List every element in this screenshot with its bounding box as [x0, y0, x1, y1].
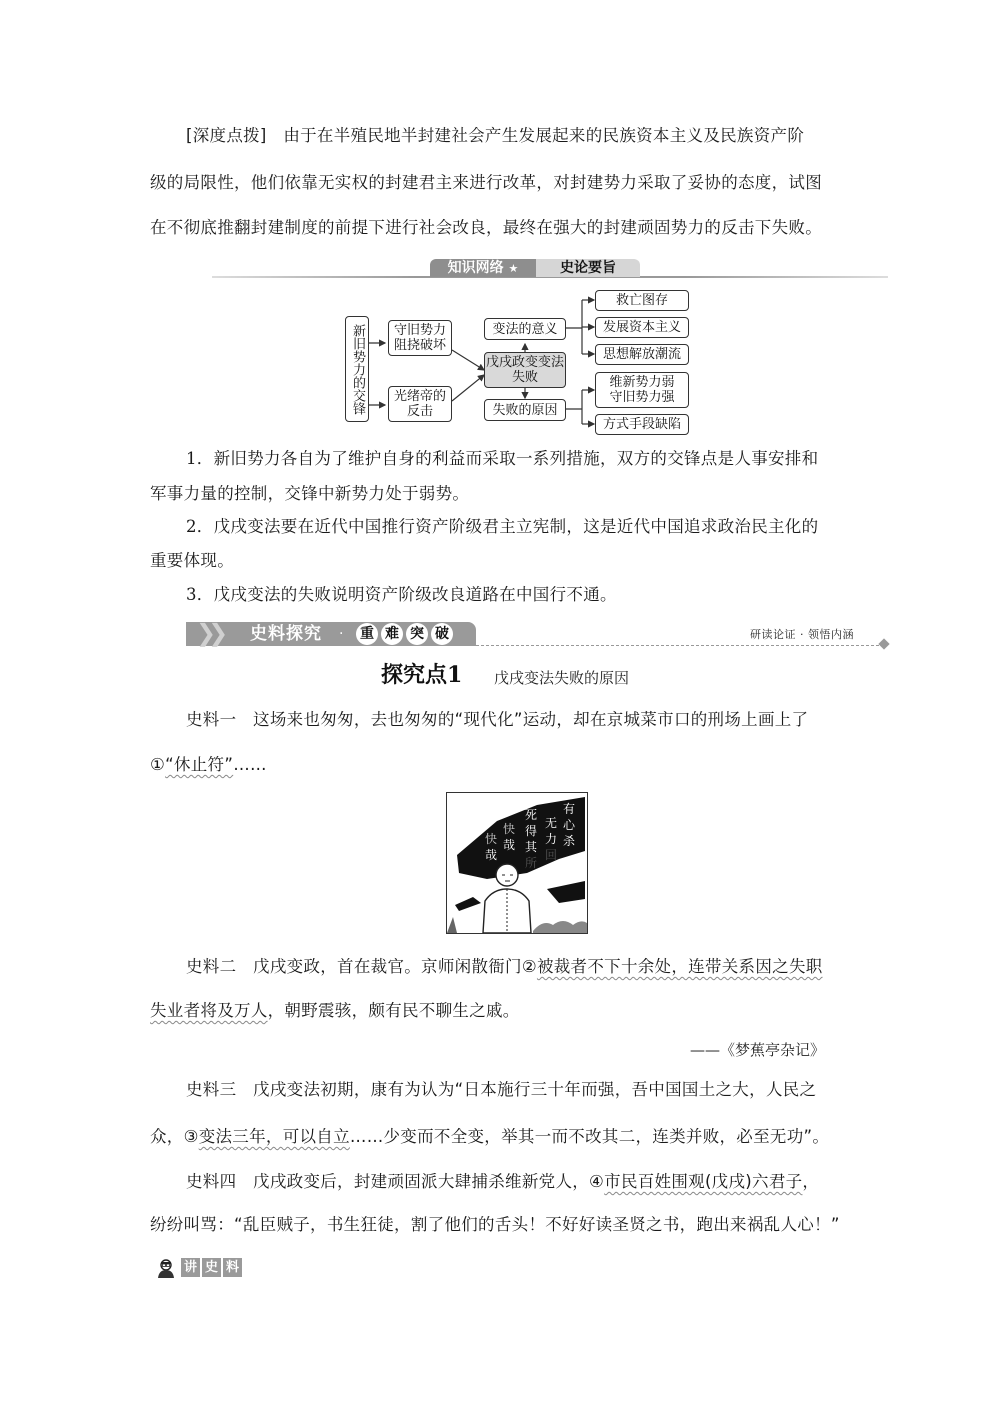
exploration-title: 探究点1	[381, 662, 463, 688]
intro-line-3: 在不彻底推翻封建制度的前提下进行社会改良，最终在强大的封建顽固势力的反击下失败。	[150, 218, 822, 237]
diagram-reason-item: 维新势力弱守旧势力强	[595, 372, 689, 408]
material-1-line-2: ①“休止符”……	[150, 755, 267, 774]
lecture-char: 讲	[181, 1258, 200, 1277]
diagram-reason-item: 方式手段缺陷	[595, 414, 689, 435]
diagram-significance-item: 发展资本主义	[595, 317, 689, 338]
knowledge-network-tab: 知识网络 ★	[430, 259, 536, 277]
diagram-reasons-box: 失败的原因	[484, 399, 566, 421]
double-chevron-icon: ❯❯	[196, 619, 221, 647]
circled-char: 难	[381, 623, 403, 645]
lecture-char: 料	[223, 1258, 242, 1277]
intro-line-1: [深度点拨] 由于在半殖民地半封建社会产生发展起来的民族资本主义及民族资产阶	[186, 126, 805, 145]
section-dashed-rule	[476, 645, 884, 646]
material-4-line-1: 史料四 戊戌政变后，封建顽固派大肆捕杀维新党人，④市民百姓围观(戊戌)六君子，	[186, 1172, 820, 1191]
underlined-phrase: 被裁者不下十余处，连带关系因之失职	[536, 957, 823, 976]
svg-text:得: 得	[525, 824, 538, 838]
annotation-marker: ④	[589, 1172, 605, 1191]
diagram-center-box: 戊戌政变变法失败	[484, 352, 566, 388]
svg-text:心: 心	[563, 818, 576, 832]
section-title: 史料探究	[250, 624, 322, 644]
svg-text:哉: 哉	[485, 848, 498, 862]
annotation-marker: ②	[521, 957, 537, 976]
underlined-phrase: 失业者将及万人	[150, 1001, 268, 1020]
annotation-marker: ③	[183, 1127, 199, 1146]
diagram-significance-box: 变法的意义	[484, 318, 566, 340]
svg-text:力: 力	[545, 832, 558, 846]
exploration-subtitle: 戊戌变法失败的原因	[494, 669, 630, 687]
underlined-phrase: 市民百姓围观(戊戌)六君子	[604, 1172, 803, 1191]
material-2-line-1: 史料二 戊戌变政，首在裁官。京师闲散衙门②被裁者不下十余处，连带关系因之失职	[186, 957, 823, 976]
diagram-significance-item: 思想解放潮流	[595, 344, 689, 365]
svg-text:杀: 杀	[563, 834, 576, 848]
diagram-significance-item: 救亡图存	[595, 290, 689, 311]
intro-tag: [深度点拨]	[186, 126, 267, 145]
svg-text:有: 有	[563, 802, 576, 816]
material-label: 史料三	[186, 1080, 237, 1099]
historical-illustration	[446, 792, 588, 934]
material-label: 史料二	[186, 957, 237, 976]
circled-char: 重	[356, 623, 378, 645]
material-1-line-1: 史料一 这场来也匆匆，去也匆匆的“现代化”运动，却在京城菜市口的刑场上画上了	[186, 710, 809, 729]
summary-1-line-2: 军事力量的控制，交锋中新势力处于弱势。	[150, 484, 470, 503]
material-label: 史料一	[186, 710, 237, 729]
svg-text:快: 快	[503, 822, 516, 836]
diagram-conservative-box: 守旧势力阻挠破坏	[388, 320, 452, 356]
source-citation: ——《梦蕉亭杂记》	[690, 1041, 826, 1059]
svg-text:回: 回	[545, 848, 558, 862]
svg-text:快: 快	[485, 832, 498, 846]
diagram-emperor-box: 光绪帝的反击	[388, 386, 452, 422]
svg-text:其: 其	[525, 840, 538, 854]
lecture-tag	[156, 1258, 244, 1278]
material-3-line-2: 众，③变法三年，可以自立……少变而不全变，举其一而不改其二，连类并败，必至无功”。	[150, 1127, 830, 1146]
intro-line-2: 级的局限性，他们依靠无实权的封建君主来进行改革，对封建势力采取了妥协的态度，试图	[150, 173, 822, 192]
underlined-phrase: “休止符”	[165, 755, 234, 774]
underlined-phrase: 变法三年，可以自立	[198, 1127, 350, 1146]
illustration-graphic	[447, 793, 587, 933]
section-subtitle: 研读论证 · 领悟内涵	[750, 628, 854, 641]
material-label: 史料四	[186, 1172, 237, 1191]
summary-1-line-1: 1．新旧势力各自为了维护自身的利益而采取一系列措施，双方的交锋点是人事安排和	[186, 449, 819, 468]
svg-text:哉: 哉	[503, 838, 516, 852]
summary-2-line-1: 2．戊戌变法要在近代中国推行资产阶级君主立宪制，这是近代中国追求政治民主化的	[186, 517, 819, 536]
summary-3-line-1: 3．戊戌变法的失败说明资产阶级改良道路在中国行不通。	[186, 585, 617, 604]
section-dot: ·	[339, 626, 344, 642]
star-icon: ★	[508, 262, 519, 275]
material-4-line-2: 纷纷叫骂：“乱臣贼子，书生狂徒，割了他们的舌头！不好好读圣贤之书，跑出来祸乱人心！”	[150, 1215, 840, 1234]
lecture-char: 史	[202, 1258, 221, 1277]
annotation-marker: ①	[150, 755, 166, 774]
summary-2-line-2: 重要体现。	[150, 551, 234, 570]
diagram-root: 新旧势力的交锋	[345, 316, 369, 422]
material-3-line-1: 史料三 戊戌变法初期，康有为认为“日本施行三十年而强，吾中国国土之大，人民之	[186, 1080, 817, 1099]
circled-char: 突	[406, 623, 428, 645]
circled-char: 破	[431, 623, 453, 645]
teacher-avatar-icon	[156, 1258, 178, 1278]
svg-text:所: 所	[525, 856, 538, 870]
key-points-tab: 史论要旨	[536, 259, 640, 277]
material-2-line-2: 失业者将及万人，朝野震骇，颇有民不聊生之戚。	[150, 1001, 520, 1020]
svg-text:无: 无	[545, 816, 558, 830]
svg-text:死: 死	[525, 808, 538, 822]
